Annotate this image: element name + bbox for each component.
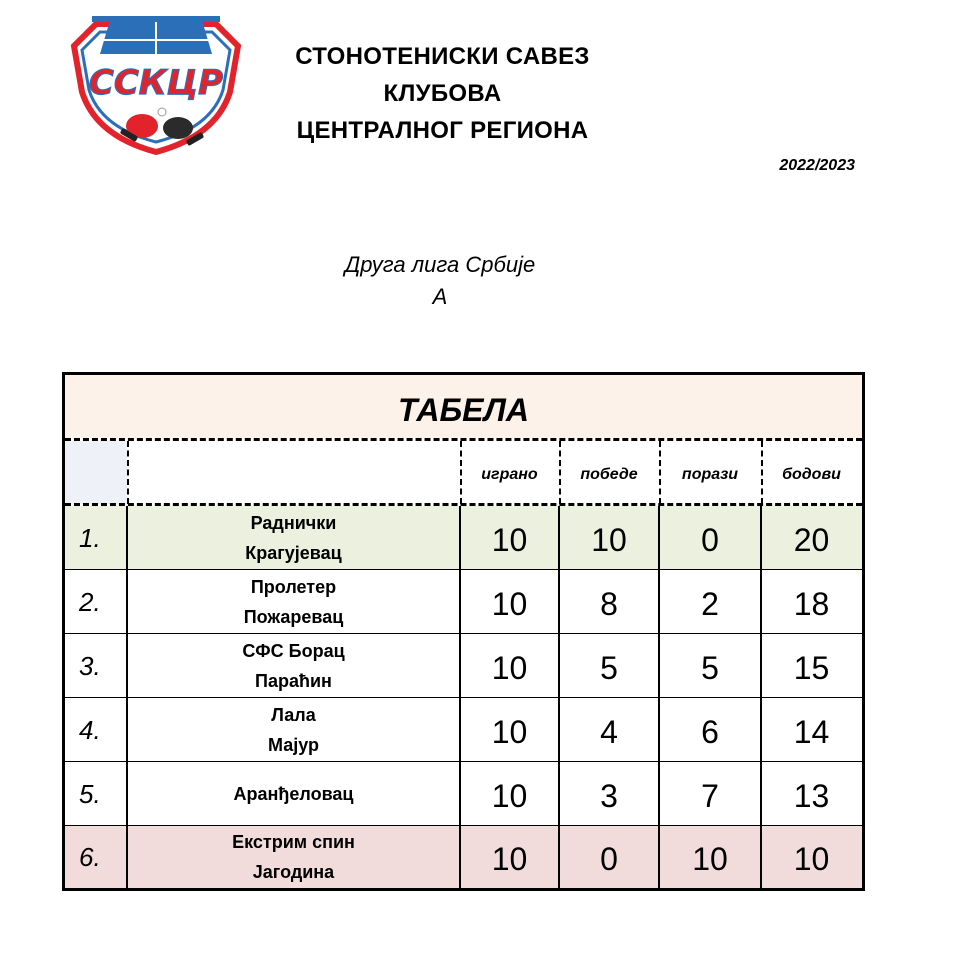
team-name-line-1: Лала: [271, 705, 316, 725]
team-name-line-1: Аранђеловац: [233, 784, 354, 804]
played-cell: 10: [491, 649, 528, 686]
played-cell: 10: [491, 840, 528, 877]
header-vline: [659, 441, 661, 504]
team-name-line-2: Пожаревац: [243, 607, 344, 627]
column-divider: [558, 506, 560, 570]
losses-cell: 6: [701, 713, 719, 750]
wins-cell: 10: [591, 521, 627, 558]
team-cell: [127, 698, 460, 762]
team-cell: [127, 506, 460, 570]
column-divider: [658, 762, 660, 826]
team-cell: [127, 826, 460, 888]
column-divider: [558, 570, 560, 634]
team-name-line-1: СФС Борац: [242, 641, 345, 661]
rank-cell: 4.: [79, 714, 101, 745]
column-divider: [658, 570, 660, 634]
column-divider: [126, 762, 128, 826]
column-divider: [459, 506, 461, 570]
column-divider: [658, 506, 660, 570]
column-divider: [760, 762, 762, 826]
column-divider: [459, 634, 461, 698]
header-vline: [127, 441, 129, 504]
team-name-line-2: Мајур: [268, 735, 319, 755]
column-divider: [126, 698, 128, 762]
rank-cell: 6.: [79, 841, 101, 872]
wins-cell: 5: [600, 649, 618, 686]
losses-cell: 10: [692, 840, 728, 877]
points-cell: 13: [793, 777, 830, 814]
organization-name: [250, 38, 635, 149]
column-divider: [126, 506, 128, 570]
played-cell: 10: [491, 713, 528, 750]
column-divider: [558, 698, 560, 762]
rank-cell: 5.: [79, 778, 101, 809]
points-cell: 20: [793, 521, 830, 558]
header-vline: [559, 441, 561, 504]
column-divider: [126, 634, 128, 698]
svg-text:ССКЦР: ССКЦР: [88, 63, 224, 103]
column-divider: [126, 826, 128, 888]
played-cell: 10: [491, 777, 528, 814]
header-points: бодови: [782, 466, 841, 483]
losses-cell: 5: [701, 649, 719, 686]
wins-cell: 8: [600, 585, 618, 622]
column-divider: [459, 698, 461, 762]
column-divider: [760, 570, 762, 634]
played-cell: 10: [491, 521, 528, 558]
column-divider: [760, 506, 762, 570]
header-team-cell: [127, 441, 460, 504]
header-played: играно: [481, 466, 538, 483]
points-cell: 14: [793, 713, 830, 750]
league-group: А: [432, 284, 448, 309]
ssktsr-logo: [62, 14, 250, 156]
column-divider: [558, 762, 560, 826]
team-cell: [127, 762, 460, 826]
team-cell: [127, 634, 460, 698]
header-row: [65, 441, 862, 504]
team-name-line-1: Екстрим спин: [232, 832, 355, 852]
column-divider: [558, 634, 560, 698]
header-vline: [761, 441, 763, 504]
org-line-3: ЦЕНТРАЛНОГ РЕГИОНА: [296, 117, 589, 144]
org-line-1: СТОНОТЕНИСКИ САВЕЗ: [295, 43, 590, 70]
header-vline: [460, 441, 462, 504]
column-divider: [459, 762, 461, 826]
wins-cell: 3: [600, 777, 618, 814]
table-row: [65, 634, 862, 698]
table-row: [65, 762, 862, 826]
rank-cell: 1.: [79, 522, 101, 553]
points-cell: 10: [793, 840, 830, 877]
column-divider: [558, 826, 560, 888]
org-line-2: КЛУБОВА: [383, 80, 502, 107]
column-divider: [760, 634, 762, 698]
header-losses: порази: [681, 466, 739, 483]
team-cell: [127, 570, 460, 634]
header-rank-cell: [65, 441, 127, 504]
league-title: [300, 249, 580, 313]
wins-cell: 0: [600, 840, 618, 877]
rank-cell: 3.: [79, 650, 101, 681]
column-divider: [760, 698, 762, 762]
column-divider: [760, 826, 762, 888]
column-divider: [459, 826, 461, 888]
table-row: [65, 570, 862, 634]
table-row: [65, 826, 862, 888]
team-name-line-1: Раднички: [250, 513, 337, 533]
played-cell: 10: [491, 585, 528, 622]
points-cell: 18: [793, 585, 830, 622]
team-name-line-2: Параћин: [255, 671, 332, 691]
league-name: Друга лига Србије: [344, 252, 536, 277]
losses-cell: 7: [701, 777, 719, 814]
losses-cell: 2: [701, 585, 719, 622]
wins-cell: 4: [600, 713, 618, 750]
table-title: ТАБЕЛА: [65, 375, 862, 438]
column-divider: [658, 698, 660, 762]
standings-table: [62, 372, 865, 891]
losses-cell: 0: [701, 521, 719, 558]
team-name-line-1: Пролетер: [250, 577, 337, 597]
table-row: [65, 506, 862, 570]
column-divider: [459, 570, 461, 634]
header-wins: победе: [580, 466, 638, 483]
table-row: [65, 698, 862, 762]
column-divider: [658, 826, 660, 888]
rank-cell: 2.: [79, 586, 101, 617]
team-name-line-2: Јагодина: [252, 862, 335, 882]
column-divider: [658, 634, 660, 698]
column-divider: [126, 570, 128, 634]
team-name-line-2: Крагујевац: [245, 543, 342, 563]
season: 2022/2023: [779, 157, 855, 174]
points-cell: 15: [793, 649, 830, 686]
